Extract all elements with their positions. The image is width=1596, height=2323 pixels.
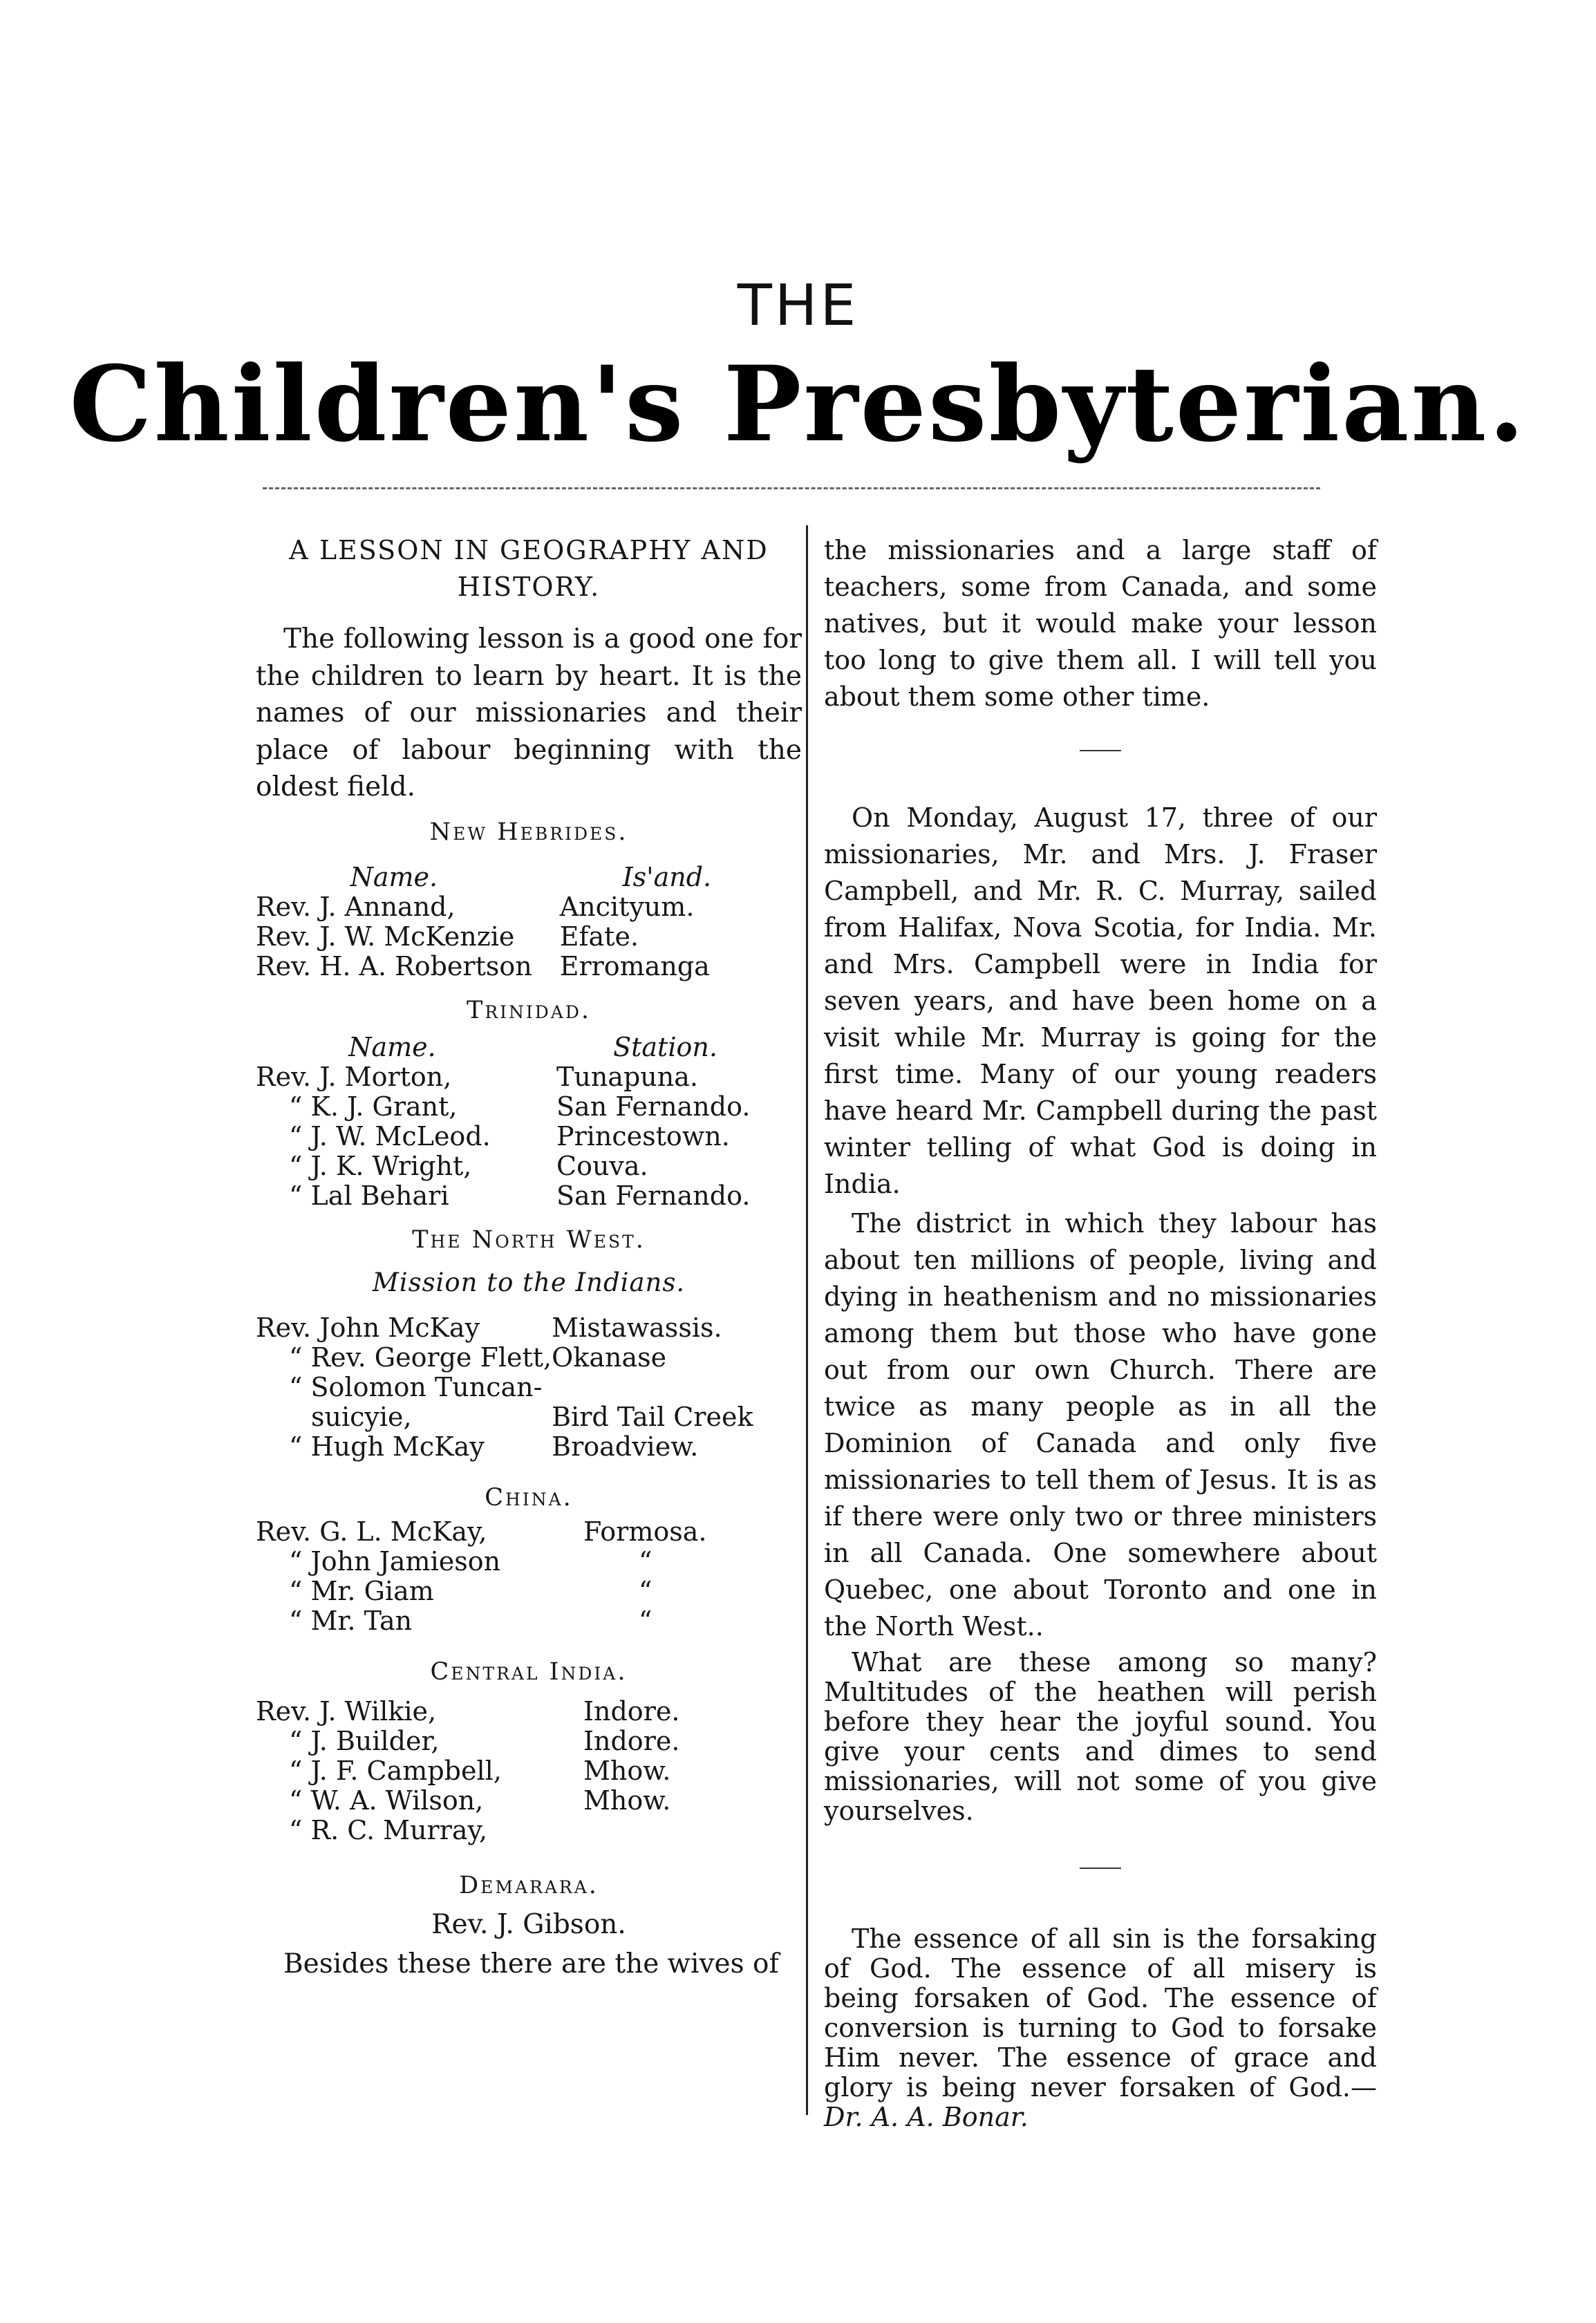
missionary-place: “ bbox=[639, 1605, 653, 1636]
missionary-place: Tunapuna. bbox=[556, 1061, 698, 1092]
missionary-name: Rev. J. W. McKenzie bbox=[256, 921, 515, 952]
missionary-place: Indore. bbox=[583, 1695, 680, 1727]
missionary-place bbox=[583, 1816, 802, 1845]
table-row bbox=[256, 1517, 802, 1547]
missionary-place: Mistawassis. bbox=[552, 1312, 722, 1343]
missionary-place: Bird Tail Creek bbox=[552, 1401, 753, 1432]
missionary-place: Erromanga bbox=[559, 950, 710, 981]
missionary-name: suicyie, bbox=[311, 1401, 412, 1432]
quote-author: Dr. A. A. Bonar. bbox=[824, 2102, 1029, 2132]
missionary-name: “ J. Builder, bbox=[289, 1725, 440, 1756]
table-row bbox=[256, 1547, 802, 1577]
quote-essence bbox=[824, 1924, 1377, 2132]
table-header bbox=[256, 1033, 802, 1062]
missionary-place: Couva. bbox=[556, 1150, 648, 1181]
missionary-name: “ R. C. Murray, bbox=[289, 1814, 488, 1845]
section-new-hebrides: New Hebrides. bbox=[429, 818, 628, 846]
missionary-place: Princestown. bbox=[556, 1120, 730, 1151]
table-row bbox=[256, 1181, 802, 1211]
table-row bbox=[256, 1432, 802, 1462]
table-row bbox=[256, 1816, 802, 1845]
table-trinidad bbox=[256, 1033, 802, 1211]
lesson-intro: The following lesson is a good one for the children to learn by heart. It is the names of our missionaries and their place of labour beginning with the oldest field. bbox=[256, 623, 802, 802]
table-row bbox=[256, 1092, 802, 1122]
missionary-place: San Fernando. bbox=[556, 1091, 751, 1122]
missionary-place bbox=[552, 1373, 802, 1402]
section-subtitle: Mission to the Indians. bbox=[372, 1267, 686, 1297]
article-district: The district in which they labour has about ten millions of people, living and dying in heathenism and no missionaries among them but those who have gone out from our own Church. There are twice as many people as in all the Dominion of Canada and only five missionaries to tell them of Jesus. It is as if there were only two or three ministers in all Canada. One somewhere about Quebec, one about Toronto and one in the North West.. bbox=[824, 1208, 1377, 1642]
col-name: Name. bbox=[350, 861, 438, 892]
missionary-place: Indore. bbox=[583, 1725, 680, 1756]
col-island: Is'and. bbox=[622, 861, 712, 892]
missionary-name: “ Rev. George Flett, bbox=[289, 1342, 552, 1373]
quote-text: The essence of all sin is the forsaking of God. The essence of all misery is being forsaken of God. The essence of conversion is turning to God to forsake Him never. The essence of grace and glory is being never forsaken of God.— bbox=[824, 1924, 1377, 2103]
missionary-name: “ J. F. Campbell, bbox=[289, 1755, 502, 1786]
masthead-rule bbox=[263, 487, 1320, 489]
lesson-continuation: the missionaries and a large staff of teachers, some from Canada, and some natives, but it would make your lesson too long to give them all. I will tell you about them some other time. bbox=[824, 535, 1377, 712]
missionary-name: “ K. J. Grant, bbox=[289, 1091, 458, 1122]
missionary-name: “ John Jamieson bbox=[289, 1545, 501, 1577]
table-row bbox=[256, 892, 802, 922]
missionary-name: “ Hugh McKay bbox=[289, 1431, 485, 1462]
table-row bbox=[256, 1343, 802, 1373]
table-row bbox=[256, 1151, 802, 1181]
table-header bbox=[256, 863, 802, 892]
table-row bbox=[256, 1727, 802, 1756]
table-north-west bbox=[256, 1313, 802, 1462]
lesson-heading: A LESSON IN GEOGRAPHY AND HISTORY. bbox=[289, 535, 769, 602]
missionary-place: “ bbox=[639, 1545, 653, 1577]
missionary-name: “ J. K. Wright, bbox=[289, 1150, 472, 1181]
missionary-place: “ bbox=[639, 1575, 653, 1606]
missionary-name: “ Mr. Tan bbox=[289, 1605, 413, 1636]
col-name: Name. bbox=[348, 1031, 436, 1062]
table-row bbox=[256, 1122, 802, 1151]
section-central-india: Central India. bbox=[430, 1657, 628, 1686]
missionary-name: “ J. W. McLeod. bbox=[289, 1120, 491, 1151]
masthead-title: Children's Presbyterian. bbox=[69, 344, 1527, 465]
missionary-place: Ancityum. bbox=[559, 891, 695, 922]
table-row bbox=[256, 1756, 802, 1786]
table-new-hebrides bbox=[256, 863, 802, 981]
section-north-west: The North West. bbox=[412, 1225, 646, 1254]
table-china bbox=[256, 1517, 802, 1636]
missionary-place: Efate. bbox=[559, 921, 639, 952]
table-row bbox=[256, 952, 802, 981]
missionary-name: Rev. G. L. McKay, bbox=[256, 1516, 487, 1547]
divider bbox=[1080, 1868, 1121, 1869]
missionary-name: “ Solomon Tuncan- bbox=[289, 1371, 543, 1402]
article-appeal: What are these among so many? Multitudes of the heathen will perish before they hear the joyful sound. You give your cents and dimes to send missionaries, will not some of you give yourselves. bbox=[824, 1647, 1377, 1826]
col-station: Station. bbox=[613, 1031, 717, 1062]
section-demarara: Demarara. bbox=[459, 1871, 599, 1899]
table-row bbox=[256, 1373, 802, 1402]
missionary-name: “ Lal Behari bbox=[289, 1180, 449, 1211]
table-row bbox=[256, 1062, 802, 1092]
missionary-name: Rev. J. Morton, bbox=[256, 1061, 452, 1092]
section-trinidad: Trinidad. bbox=[466, 996, 592, 1024]
missionary-place: Okanase bbox=[552, 1342, 667, 1373]
table-row bbox=[256, 1697, 802, 1727]
missionary-place: Broadview. bbox=[552, 1431, 699, 1462]
missionary-name: Rev. H. A. Robertson bbox=[256, 950, 532, 981]
lesson-closing: Besides these there are the wives of bbox=[283, 1948, 779, 1979]
missionary-name: Rev. John McKay bbox=[256, 1312, 480, 1343]
right-column bbox=[824, 532, 1377, 2132]
column-rule bbox=[806, 525, 808, 2115]
divider bbox=[1080, 750, 1121, 751]
article-missionaries-sailed: On Monday, August 17, three of our missionaries, Mr. and Mrs. J. Fraser Campbell, and Mr. R. C. Murray, sailed from Halifax, Nova Scotia, for India. Mr. and Mrs. Campbell were in India for seven years, and have been home on a visit while Mr. Murray is going for the first time. Many of our young readers have heard Mr. Campbell during the past winter telling of what God is doing in India. bbox=[824, 802, 1377, 1199]
table-row bbox=[256, 1606, 802, 1636]
masthead-the: THE bbox=[737, 273, 859, 339]
left-column bbox=[256, 532, 802, 1982]
missionary-place: Formosa. bbox=[583, 1516, 707, 1547]
missionary-place: Mhow. bbox=[583, 1755, 671, 1786]
table-row bbox=[256, 922, 802, 952]
section-china: China. bbox=[485, 1483, 573, 1512]
table-row bbox=[256, 1577, 802, 1606]
missionary-name: “ Mr. Giam bbox=[289, 1575, 434, 1606]
table-row bbox=[256, 1402, 802, 1432]
missionary-place: San Fernando. bbox=[556, 1180, 751, 1211]
missionary-name: Rev. J. Annand, bbox=[256, 891, 456, 922]
table-row bbox=[256, 1313, 802, 1343]
demarara-missionary: Rev. J. Gibson. bbox=[431, 1908, 626, 1940]
missionary-place: Mhow. bbox=[583, 1785, 671, 1816]
missionary-name: “ W. A. Wilson, bbox=[289, 1785, 484, 1816]
table-row bbox=[256, 1786, 802, 1816]
missionary-name: Rev. J. Wilkie, bbox=[256, 1695, 437, 1727]
table-central-india bbox=[256, 1697, 802, 1845]
